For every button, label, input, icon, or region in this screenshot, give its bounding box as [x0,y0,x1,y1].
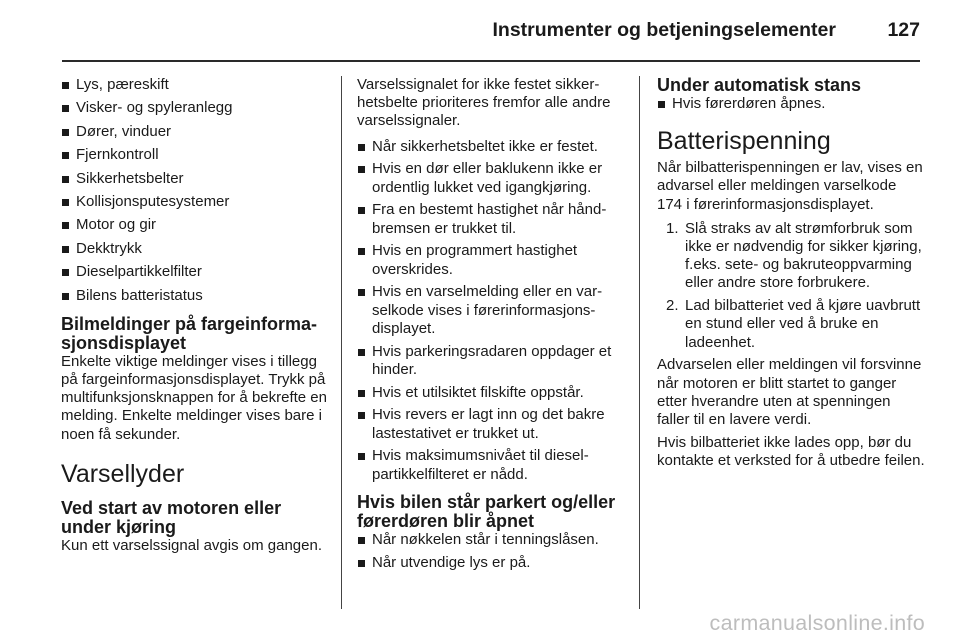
list-item: Hvis førerdøren åpnes. [657,95,925,113]
step-number: 2. [666,297,679,315]
list-item: Når sikkerhetsbeltet ikke er festet. [357,138,625,156]
bullet-list [61,76,327,305]
step-number: 1. [666,219,679,237]
column-divider [341,76,342,609]
numbered-list [657,220,925,352]
list-item: Hvis en programmert hastighet overskrides. [357,242,625,278]
list-item: Hvis en dør eller baklukenn ikke er ordentlig lukket ved igangkjøring. [357,160,625,196]
list-item: Dieselpartikkelfilter [61,263,327,281]
bullet-list [357,138,625,484]
column-left [61,76,327,560]
paragraph: Når bilbatterispenningen er lav, vises en advarsel eller meldingen varselkode 174 i førerinformasjonsdisplayet. [657,159,923,213]
section-heading: Bilmeldinger på fargeinforma- sjonsdisplayet [61,313,318,353]
list-item: Hvis en varselmelding eller en varselkode vises i førerinformasjonsdisplayet. [357,283,625,338]
paragraph: Varselssignalet for ikke festet sikkerhetsbelte prioriteres fremfor alle andre varselssignaler. [357,76,611,130]
page-number: 127 [887,19,920,41]
list-item: Hvis et utilsiktet filskifte oppstår. [357,384,625,402]
section-title: Batterispenning [657,127,831,156]
list-item: Fra en bestemt hastighet når håndbremsen er trukket til. [357,201,625,237]
section-heading: Ved start av motoren eller under kjøring [61,497,282,537]
section-heading: Hvis bilen står parkert og/eller førerdøren blir åpnet [357,491,616,531]
section-title: Varsellyder [61,459,185,488]
page-header [62,0,920,62]
list-item: Når nøkkelen står i tenningslåsen. [357,531,625,549]
list-item: Visker- og spyleranlegg [61,99,327,117]
paragraph: Kun ett varselssignal avgis om gangen. [61,536,322,554]
list-item [657,220,925,293]
list-item [657,297,925,352]
list-item: Hvis parkeringsradaren oppdager et hinder. [357,343,625,379]
bullet-list [357,531,625,572]
paragraph: Enkelte viktige meldinger vises i tillegg på fargeinformasjonsdisplayet. Trykk på multifunksjonsknappen for å bekrefte en melding. Enkelte meldinger vises bare i noen få sekunder. [61,352,327,443]
page-title: Instrumenter og betjeningselementer [492,19,836,41]
column-divider [639,76,640,609]
column-right [657,76,925,475]
list-item: Når utvendige lys er på. [357,554,625,572]
list-item: Hvis maksimumsnivået til dieselpartikkelfilteret er nådd. [357,447,625,483]
paragraph: Advarselen eller meldingen vil forsvinne når motoren er blitt startet to ganger etter hverandre uten at spenningen faller til en lavere verdi. [657,356,922,429]
list-item: Bilens batteristatus [61,287,327,305]
step-text: Lad bilbatteriet ved å kjøre uavbrutt en stund eller ved å bruke en ladeenhet. [685,297,921,351]
watermark: carmanualsonline.info [709,611,925,635]
bullet-list [657,95,925,113]
list-item: Hvis revers er lagt inn og det bakre lastestativet er trukket ut. [357,406,625,442]
list-item: Motor og gir [61,216,327,234]
list-item: Kollisjonsputesystemer [61,193,327,211]
list-item: Dekktrykk [61,240,327,258]
list-item: Sikkerhetsbelter [61,170,327,188]
section-heading: Under automatisk stans [657,75,862,95]
list-item: Fjernkontroll [61,146,327,164]
column-middle [357,76,625,576]
step-text: Slå straks av alt strømforbruk som ikke er nødvendig for sikker kjøring, f.eks. sete- og bakruteoppvarming eller andre store forbrukere. [685,219,922,292]
paragraph: Hvis bilbatteriet ikke lades opp, bør du kontakte et verksted for å utbedre feilen. [657,433,925,470]
list-item: Lys, pæreskift [61,76,327,94]
list-item: Dører, vinduer [61,123,327,141]
